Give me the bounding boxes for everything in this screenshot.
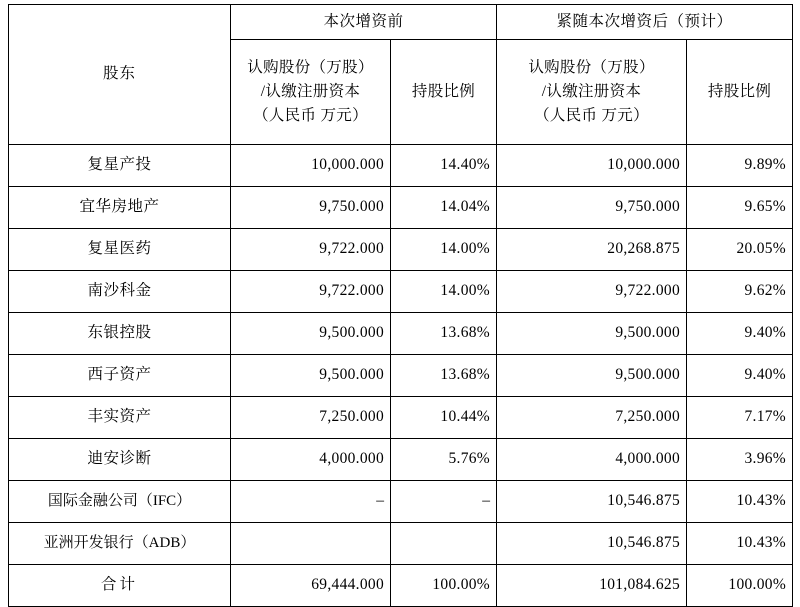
row-post-shares: 10,546.875 (497, 481, 687, 523)
row-pre-pct: 13.68% (391, 313, 497, 355)
header-group-row (9, 5, 793, 40)
table-row (9, 523, 793, 565)
row-post-pct: 10.43% (687, 481, 793, 523)
row-pre-pct: 13.68% (391, 355, 497, 397)
shareholding-table (8, 4, 793, 607)
total-post-pct: 100.00% (687, 565, 793, 607)
row-name: 东银控股 (9, 313, 231, 355)
row-pre-shares (231, 523, 391, 565)
header-pre-shares-line3: （人民币 万元） (253, 107, 368, 124)
row-pre-shares: 9,722.000 (231, 229, 391, 271)
row-post-shares: 10,546.875 (497, 523, 687, 565)
total-pre-pct: 100.00% (391, 565, 497, 607)
header-post-shares-line3: （人民币 万元） (534, 107, 649, 124)
row-post-pct: 10.43% (687, 523, 793, 565)
row-post-pct: 9.89% (687, 145, 793, 187)
table-row (9, 271, 793, 313)
row-pre-pct: 14.40% (391, 145, 497, 187)
total-post-shares: 101,084.625 (497, 565, 687, 607)
row-pre-pct: – (391, 481, 497, 523)
row-name: 复星医药 (9, 229, 231, 271)
row-post-shares: 4,000.000 (497, 439, 687, 481)
row-post-pct: 3.96% (687, 439, 793, 481)
header-pre-shares-line2: /认缴注册资本 (260, 82, 361, 100)
header-post-shares-line1: 认购股份（万股） (528, 58, 655, 76)
header-post-pct: 持股比例 (687, 40, 793, 145)
header-group-pre: 本次增资前 (231, 5, 497, 40)
table-row (9, 355, 793, 397)
header-pre-pct: 持股比例 (391, 40, 497, 145)
row-pre-shares: 9,750.000 (231, 187, 391, 229)
header-shareholder: 股东 (9, 5, 231, 145)
table-body (9, 145, 793, 607)
row-post-pct: 9.65% (687, 187, 793, 229)
table-row (9, 481, 793, 523)
table-row (9, 229, 793, 271)
row-post-shares: 9,500.000 (497, 313, 687, 355)
table-header (9, 5, 793, 145)
header-post-shares (497, 40, 687, 145)
row-post-shares: 9,500.000 (497, 355, 687, 397)
row-name: 宜华房地产 (9, 187, 231, 229)
header-group-post: 紧随本次增资后（预计） (497, 5, 793, 40)
row-post-pct: 9.40% (687, 355, 793, 397)
row-pre-pct (391, 523, 497, 565)
row-name: 丰实资产 (9, 397, 231, 439)
row-post-pct: 9.62% (687, 271, 793, 313)
table-row (9, 145, 793, 187)
row-pre-shares: 7,250.000 (231, 397, 391, 439)
row-pre-shares: – (231, 481, 391, 523)
header-pre-shares (231, 40, 391, 145)
row-post-pct: 9.40% (687, 313, 793, 355)
row-pre-shares: 9,500.000 (231, 355, 391, 397)
row-name: 国际金融公司（IFC） (9, 481, 231, 523)
row-pre-shares: 9,722.000 (231, 271, 391, 313)
row-post-shares: 9,722.000 (497, 271, 687, 313)
header-post-shares-line2: /认缴注册资本 (541, 82, 642, 100)
row-name: 亚洲开发银行（ADB） (9, 523, 231, 565)
row-pre-pct: 14.00% (391, 229, 497, 271)
table-row (9, 397, 793, 439)
row-name: 南沙科金 (9, 271, 231, 313)
row-pre-pct: 14.04% (391, 187, 497, 229)
row-pre-pct: 10.44% (391, 397, 497, 439)
table-total-row (9, 565, 793, 607)
row-pre-pct: 14.00% (391, 271, 497, 313)
total-label: 合计 (9, 565, 231, 607)
row-name: 迪安诊断 (9, 439, 231, 481)
row-pre-pct: 5.76% (391, 439, 497, 481)
row-name: 复星产投 (9, 145, 231, 187)
row-name: 西子资产 (9, 355, 231, 397)
row-pre-shares: 10,000.000 (231, 145, 391, 187)
header-pre-shares-line1: 认购股份（万股） (247, 58, 374, 76)
row-post-shares: 9,750.000 (497, 187, 687, 229)
total-pre-shares: 69,444.000 (231, 565, 391, 607)
row-post-pct: 7.17% (687, 397, 793, 439)
table-row (9, 187, 793, 229)
row-pre-shares: 4,000.000 (231, 439, 391, 481)
row-post-shares: 20,268.875 (497, 229, 687, 271)
row-post-shares: 10,000.000 (497, 145, 687, 187)
row-post-shares: 7,250.000 (497, 397, 687, 439)
row-pre-shares: 9,500.000 (231, 313, 391, 355)
table-row (9, 313, 793, 355)
row-post-pct: 20.05% (687, 229, 793, 271)
table-row (9, 439, 793, 481)
